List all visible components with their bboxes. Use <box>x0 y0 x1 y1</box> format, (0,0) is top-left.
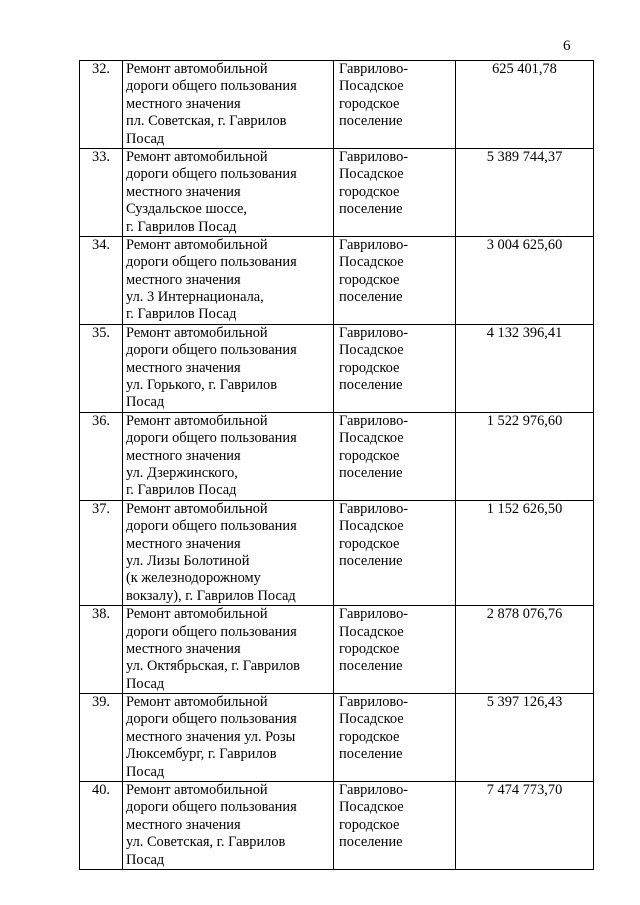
object-name-cell <box>123 61 334 149</box>
row-number: 36. <box>80 412 123 500</box>
object-name-line: вокзалу), г. Гаврилов Посад <box>126 587 296 604</box>
object-name-line: ул. Дзержинского, <box>126 464 238 481</box>
municipality-line: Посадское <box>339 623 404 640</box>
object-name-cell <box>123 236 334 324</box>
municipality-cell <box>334 61 456 149</box>
object-name-line: ул. Советская, г. Гаврилов <box>126 834 286 851</box>
municipality-cell <box>334 148 456 236</box>
object-name-line: дороги общего пользования <box>126 711 297 728</box>
municipality-line: городское <box>339 640 400 657</box>
object-name-line: местного значения <box>126 359 241 376</box>
table-row <box>80 694 594 782</box>
object-name-line: г. Гаврилов Посад <box>126 218 237 235</box>
object-name-line: дороги общего пользования <box>126 78 297 95</box>
object-name-line: местного значения <box>126 183 241 200</box>
object-name-line: Ремонт автомобильной <box>126 148 268 165</box>
object-name-line: дороги общего пользования <box>126 518 297 535</box>
amount-cell: 1 522 976,60 <box>456 412 594 500</box>
object-name-line: ул. Лизы Болотиной <box>126 552 250 569</box>
row-number: 39. <box>80 694 123 782</box>
object-name-line: Люксембург, г. Гаврилов <box>126 746 277 763</box>
object-name-line: местного значения <box>126 640 241 657</box>
municipality-cell <box>334 694 456 782</box>
amount-cell: 7 474 773,70 <box>456 782 594 870</box>
municipality-line: поселение <box>339 834 403 851</box>
object-name-line: Ремонт автомобильной <box>126 606 268 623</box>
object-name-line: дороги общего пользования <box>126 254 297 271</box>
object-name-line: Ремонт автомобильной <box>126 500 268 517</box>
road-repair-table <box>79 60 594 870</box>
object-name-line: местного значения <box>126 95 241 112</box>
municipality-line: поселение <box>339 658 403 675</box>
municipality-line: Гаврилово- <box>339 236 409 253</box>
municipality-line: городское <box>339 535 400 552</box>
object-name-cell <box>123 782 334 870</box>
object-name-line: Посад <box>126 763 165 780</box>
municipality-line: Гаврилово- <box>339 782 409 799</box>
object-name-cell <box>123 606 334 694</box>
table-row <box>80 148 594 236</box>
municipality-line: городское <box>339 271 400 288</box>
municipality-line: поселение <box>339 289 403 306</box>
object-name-line: дороги общего пользования <box>126 342 297 359</box>
municipality-cell <box>334 412 456 500</box>
municipality-cell <box>334 606 456 694</box>
page-number: 6 <box>563 38 571 54</box>
municipality-line: Гаврилово- <box>339 324 409 341</box>
object-name-line: Посад <box>126 130 165 147</box>
municipality-line: поселение <box>339 377 403 394</box>
table-row <box>80 606 594 694</box>
object-name-cell <box>123 412 334 500</box>
table-row <box>80 782 594 870</box>
object-name-line: дороги общего пользования <box>126 623 297 640</box>
object-name-line: Суздальское шоссе, <box>126 201 248 218</box>
amount-cell: 3 004 625,60 <box>456 236 594 324</box>
municipality-line: Гаврилово- <box>339 500 409 517</box>
municipality-line: поселение <box>339 552 403 569</box>
object-name-line: Ремонт автомобильной <box>126 236 268 253</box>
municipality-line: Посадское <box>339 430 404 447</box>
object-name-line: Посад <box>126 675 165 692</box>
amount-cell: 2 878 076,76 <box>456 606 594 694</box>
municipality-line: Гаврилово- <box>339 148 409 165</box>
table-row <box>80 500 594 605</box>
municipality-cell <box>334 324 456 412</box>
object-name-cell <box>123 324 334 412</box>
object-name-line: Ремонт автомобильной <box>126 782 268 799</box>
object-name-cell <box>123 694 334 782</box>
row-number: 32. <box>80 61 123 149</box>
row-number: 34. <box>80 236 123 324</box>
municipality-line: Гаврилово- <box>339 694 409 711</box>
amount-cell: 5 389 744,37 <box>456 148 594 236</box>
table-row <box>80 412 594 500</box>
municipality-line: поселение <box>339 746 403 763</box>
amount-cell: 625 401,78 <box>456 61 594 149</box>
municipality-cell <box>334 236 456 324</box>
object-name-line: местного значения ул. Розы <box>126 728 296 745</box>
municipality-line: Гаврилово- <box>339 606 409 623</box>
municipality-line: Гаврилово- <box>339 61 409 77</box>
municipality-line: городское <box>339 359 400 376</box>
object-name-line: ул. 3 Интернационала, <box>126 289 264 306</box>
object-name-line: дороги общего пользования <box>126 166 297 183</box>
municipality-line: городское <box>339 95 400 112</box>
municipality-line: Гаврилово- <box>339 412 409 429</box>
object-name-line: Посад <box>126 851 165 868</box>
object-name-line: Ремонт автомобильной <box>126 412 268 429</box>
municipality-line: Посадское <box>339 342 404 359</box>
object-name-cell <box>123 500 334 605</box>
municipality-line: поселение <box>339 201 403 218</box>
object-name-line: ул. Октябрьская, г. Гаврилов <box>126 658 300 675</box>
municipality-line: городское <box>339 183 400 200</box>
municipality-line: поселение <box>339 464 403 481</box>
object-name-line: (к железнодорожному <box>126 570 261 587</box>
object-name-line: Ремонт автомобильной <box>126 61 268 77</box>
object-name-line: Ремонт автомобильной <box>126 324 268 341</box>
row-number: 35. <box>80 324 123 412</box>
municipality-line: Посадское <box>339 799 404 816</box>
row-number: 37. <box>80 500 123 605</box>
object-name-line: дороги общего пользования <box>126 430 297 447</box>
table-row <box>80 61 594 149</box>
row-number: 38. <box>80 606 123 694</box>
object-name-line: г. Гаврилов Посад <box>126 482 237 499</box>
object-name-line: Посад <box>126 394 165 411</box>
amount-cell: 4 132 396,41 <box>456 324 594 412</box>
municipality-line: городское <box>339 816 400 833</box>
municipality-line: Посадское <box>339 166 404 183</box>
municipality-line: городское <box>339 728 400 745</box>
municipality-line: Посадское <box>339 711 404 728</box>
object-name-line: Ремонт автомобильной <box>126 694 268 711</box>
object-name-cell <box>123 148 334 236</box>
object-name-line: ул. Горького, г. Гаврилов <box>126 377 278 394</box>
table-row <box>80 236 594 324</box>
municipality-line: Посадское <box>339 518 404 535</box>
row-number: 33. <box>80 148 123 236</box>
table-row <box>80 324 594 412</box>
municipality-line: городское <box>339 447 400 464</box>
amount-cell: 5 397 126,43 <box>456 694 594 782</box>
municipality-line: Посадское <box>339 78 404 95</box>
municipality-line: Посадское <box>339 254 404 271</box>
table-body <box>80 61 594 870</box>
object-name-line: местного значения <box>126 816 241 833</box>
object-name-line: местного значения <box>126 535 241 552</box>
municipality-line: поселение <box>339 113 403 130</box>
municipality-cell <box>334 500 456 605</box>
object-name-line: местного значения <box>126 447 241 464</box>
object-name-line: пл. Советская, г. Гаврилов <box>126 113 287 130</box>
object-name-line: г. Гаврилов Посад <box>126 306 237 323</box>
object-name-line: дороги общего пользования <box>126 799 297 816</box>
row-number: 40. <box>80 782 123 870</box>
object-name-line: местного значения <box>126 271 241 288</box>
municipality-cell <box>334 782 456 870</box>
amount-cell: 1 152 626,50 <box>456 500 594 605</box>
